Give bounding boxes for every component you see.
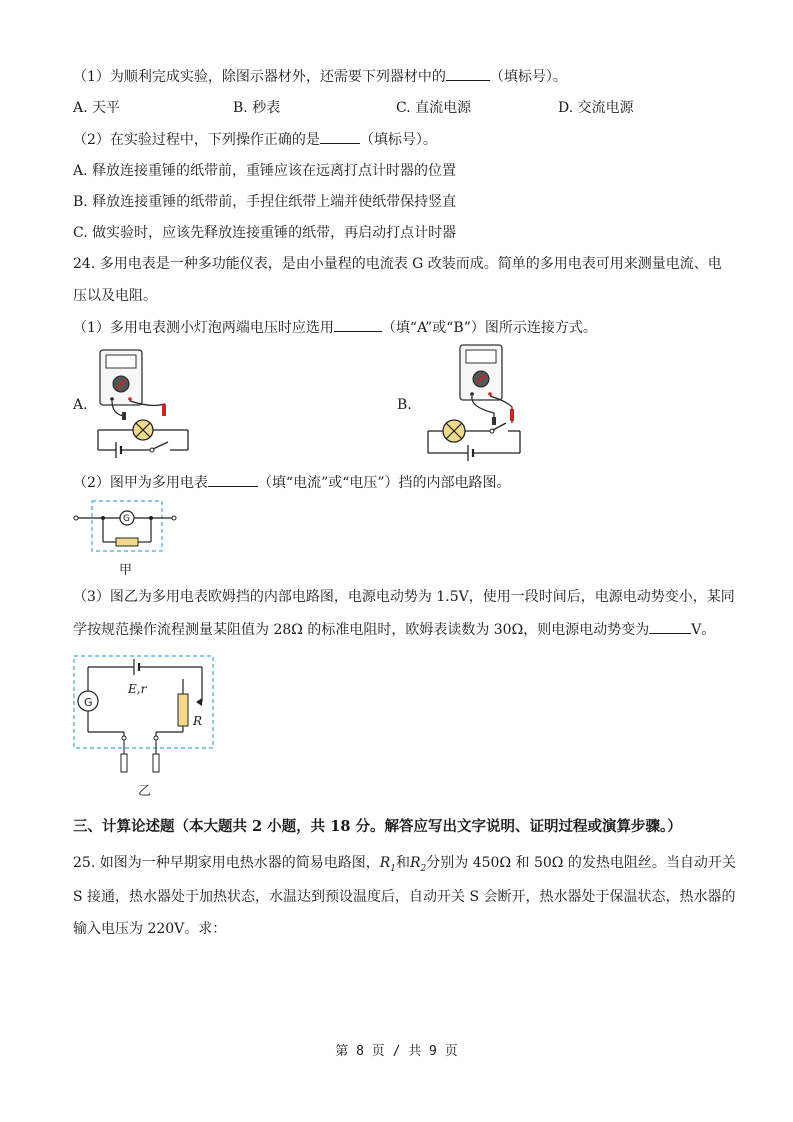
section-heading: 三、计算论述题（本大题共 2 小题，共 18 分。解答应写出文字说明、证明过程或演算步骤。） (73, 818, 682, 835)
fig-yi-caption: 乙 (138, 784, 152, 799)
black-probe (492, 417, 496, 425)
q25-line2: S 接通，热水器处于加热状态，水温达到预设温度后，自动开关 S 会断开，热水器处于保温状态，热水器的 (73, 889, 736, 905)
terminal (74, 516, 78, 520)
terminal (122, 736, 126, 740)
q24-part3-line1: （3）图乙为多用电表欧姆挡的内部电路图，电源电动势为 1.5V，使用一段时间后，电源电动势变小，某同 (73, 589, 735, 605)
fig-a-label: A. (73, 397, 88, 413)
r2-symbol: $R_2$ (410, 855, 427, 874)
q23-part2: （2）在实验过程中，下列操作正确的是 （填标号）。 (73, 129, 437, 150)
emf-label: E,r (128, 682, 147, 696)
fig-jia-caption: 甲 (119, 563, 133, 578)
multimeter-screen (466, 350, 496, 363)
probe (153, 754, 159, 772)
q24-intro-line1: 24. 多用电表是一种多功能仪表，是由小量程的电流表 G 改装而成。简单的多用电表可用来测量电流、电 (73, 256, 722, 272)
terminal (172, 516, 176, 520)
rheostat-slider (196, 698, 202, 706)
probe-jack (470, 392, 474, 396)
figure-b-circuit (420, 341, 530, 466)
option-b: B. 秒表 (233, 100, 281, 116)
q24-intro-line2: 压以及电阻。 (73, 288, 157, 304)
q24-part2: （2）图甲为多用电表 （填“电流”或“电压”）挡的内部电路图。 (73, 472, 511, 493)
g-symbol: G (123, 514, 130, 524)
probe-jack (128, 397, 132, 401)
probe-jack (110, 397, 114, 401)
probe (121, 754, 127, 772)
answer-blank (208, 472, 258, 487)
switch-blade (153, 442, 168, 449)
q23-option-a: A. 释放连接重锤的纸带前，重锤应该在远离打点计时器的位置 (73, 163, 457, 179)
r1-symbol: $R_1$ (379, 855, 396, 874)
g-symbol: G (84, 696, 93, 709)
red-probe (162, 404, 166, 416)
q25-line1: 25. 如图为一种早期家用电热水器的简易电路图，$R_1$和$R_2$分别为 450Ω 和 50Ω 的发热电阻丝。当自动开关 (73, 855, 736, 874)
terminal (154, 736, 158, 740)
option-c: C. 直流电源 (396, 100, 472, 116)
answer-blank (334, 317, 382, 332)
answer-blank (320, 129, 360, 144)
rheostat (178, 694, 188, 726)
answer-blank (649, 619, 691, 634)
page-footer: 第 8 页 / 共 9 页 (335, 1044, 458, 1059)
q23-option-b: B. 释放连接重锤的纸带前，手捏住纸带上端并使纸带保持竖直 (73, 194, 457, 210)
shunt-resistor (116, 538, 138, 546)
option-d: D. 交流电源 (558, 100, 634, 116)
q23-option-c: C. 做实验时，应该先释放连接重锤的纸带，再启动打点计时器 (73, 225, 457, 241)
q24-part3-line2: 学按规范操作流程测量某阻值为 28Ω 的标准电阻时，欧姆表读数为 30Ω，则电源电动势变为 V。 (73, 619, 715, 640)
q23-part1: （1）为顺利完成实验，除图示器材外，还需要下列器材中的 （填标号）。 (73, 66, 567, 87)
figure-a-circuit (90, 346, 200, 456)
option-a: A. 天平 (73, 100, 121, 116)
figure-jia-circuit (72, 498, 182, 556)
fig-b-label: B. (397, 397, 412, 413)
q24-part1: （1）多用电表测小灯泡两端电压时应选用 （填“A”或“B”）图所示连接方式。 (73, 317, 597, 338)
rheostat-label: R (193, 714, 203, 728)
multimeter-screen (106, 355, 136, 368)
black-probe (122, 412, 126, 420)
answer-blank (446, 66, 490, 81)
red-probe (510, 409, 514, 421)
q25-line3: 输入电压为 220V。求： (73, 921, 227, 937)
probe-jack (488, 392, 492, 396)
